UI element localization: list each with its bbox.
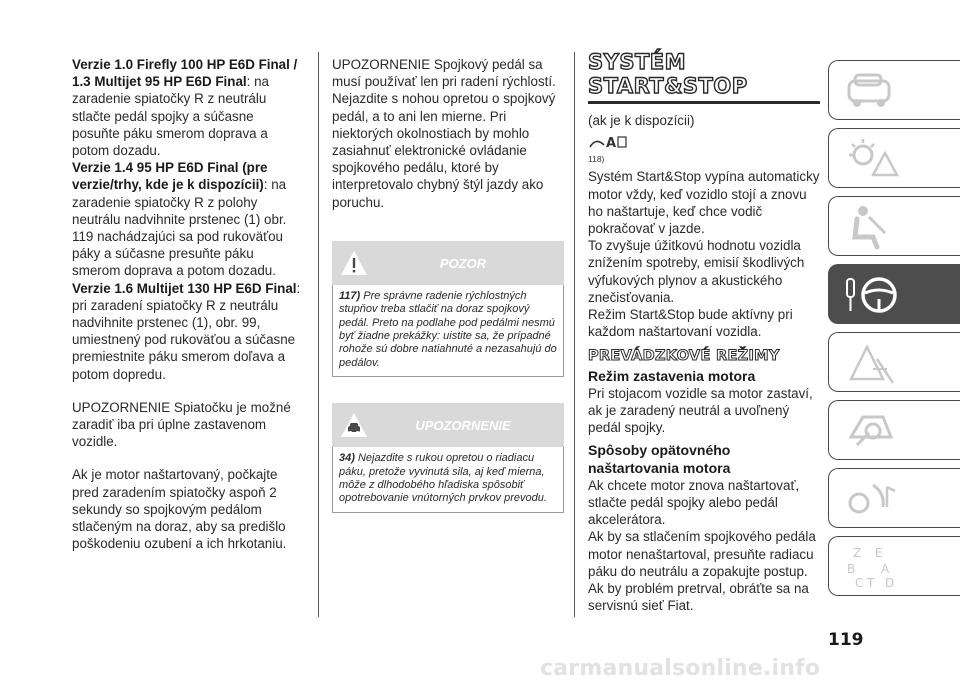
warning-box-pozor — [332, 241, 564, 377]
title-underline — [588, 101, 820, 104]
paragraph: Režim Start&Stop bude aktívny pri každom naštartovaní vozidla. — [588, 307, 793, 340]
warning-title: UPOZORNENIE — [415, 418, 511, 434]
version-heading: Verzie 1.6 Multijet 130 HP E6D Final — [72, 280, 297, 296]
warning-lights-icon — [843, 135, 899, 183]
start-stop-symbol-icon — [588, 133, 628, 151]
column-divider — [574, 52, 575, 617]
paragraph-version-1-6 — [72, 280, 304, 383]
index-letter: A — [881, 562, 890, 576]
paragraph: Ak chcete motor znova naštartovať, stlačte pedál spojky alebo pedál akcelerátora. — [588, 477, 800, 528]
warning-header — [332, 241, 564, 285]
car-dashboard-icon — [843, 67, 899, 115]
middle-column — [332, 56, 564, 513]
warning-text: Nejazdite s rukou opretou o riadiacu páku, pretože vyvinutá sila, aj keď mierna, môže z dlhodobého hľadiska spôsobiť opotrebovanie vnútorných prvkov prevodu. — [339, 452, 547, 505]
page-number: 119 — [828, 630, 864, 650]
seat-airbag-icon — [843, 203, 899, 251]
warning-header — [332, 403, 564, 447]
tab-safety[interactable] — [828, 196, 960, 256]
subheading: Režim zastavenia motora — [588, 367, 756, 384]
tab-emergency[interactable] — [828, 332, 960, 392]
car-service-icon — [843, 407, 899, 455]
index-letter: T — [867, 576, 875, 590]
index-letter: Z — [853, 546, 862, 560]
svg-text:A: A — [606, 136, 617, 152]
chapter-tabs — [828, 60, 960, 604]
tab-index[interactable] — [828, 536, 960, 596]
tab-starting-driving[interactable] — [828, 264, 960, 324]
index-letter: E — [875, 546, 883, 560]
notice-paragraph: UPOZORNENIE Spiatočku je možné zaradiť iba pri úplne zastavenom vozidle. — [72, 399, 291, 450]
steering-wheel-key-icon — [843, 271, 899, 319]
footer-watermark: carmanualsonline.info — [540, 656, 821, 681]
paragraph-text: : pri zaradení spiatočky R z neutrálu nadvihnite prstenec (1), obr. 99, umiestnený pod rukoväťou a súčasne premiestnite páku smerom doľava a potom dopredu. — [72, 280, 301, 382]
availability-note: (ak je k dispozícii) — [588, 113, 695, 128]
warning-body — [332, 447, 564, 513]
multimedia-icon — [843, 475, 899, 523]
tab-maintenance[interactable] — [828, 400, 960, 460]
section-title-line-1: SYSTÉM — [588, 50, 687, 74]
paragraph: Ak by problém pretrval, obráťte sa na servisnú sieť Fiat. — [588, 581, 809, 614]
paragraph: Systém Start&Stop vypína automaticky motor vždy, keď vozidlo stojí a znovu ho naštartuje, keď chce vodič pokračovať v jazde. — [588, 169, 820, 237]
warning-body — [332, 285, 564, 377]
right-column — [588, 52, 820, 614]
engine-running-paragraph: Ak je motor naštartovaný, počkajte pred zaradením spiatočky aspoň 2 sekundy so spojkovým pedálom stlačeným na doraz, aby sa predišlo poškodeniu ozubení a ich hrkotaniu. — [72, 467, 287, 552]
tab-warning-lights[interactable] — [828, 128, 960, 188]
paragraph: Pri stojacom vozidle sa motor zastaví, ak je zaradený neutrál a uvoľnený pedál spojky. — [588, 385, 813, 436]
version-heading: Verzie 1.0 Firefly 100 HP E6D Final / 1.3 Multijet 95 HP E6D Final — [72, 57, 298, 90]
paragraph: To zvyšuje úžitkovú hodnotu vozidla znížením spotreby, emisií škodlivých výfukových plynov a akustického znečisťovania. — [588, 238, 805, 305]
index-letter: C — [855, 576, 864, 590]
warning-number: 117) — [339, 289, 361, 302]
clutch-notice-paragraph: UPOZORNENIE Spojkový pedál sa musí používať len pri radení rýchlostí. Nejazdite s nohou opretou o spojkový pedál, a to ani len mierne. Pri niektorých okolnostiach by mohlo zasiahnuť elektronické ovládanie spojkového pedálu, ktoré by interpretovalo chybný štýl jazdy ako poruchu. — [332, 57, 556, 210]
warning-box-upozornenie — [332, 403, 564, 513]
index-letters-icon — [843, 543, 899, 591]
subheading: Spôsoby opätovného naštartovania motora — [588, 442, 731, 476]
paragraph-text: : na zaradenie spiatočky R z polohy neutrálu nadvihnite prstenec (1) obr. 119 nachádzajúci sa pod rukoväťou páky a súčasne presuňte páku smerom doprava a potom dozadu. — [72, 177, 287, 279]
section-heading: PREVÁDZKOVÉ REŽIMY — [588, 348, 780, 365]
warning-text: Pre správne radenie rýchlostných stupňov treba stlačiť na doraz spojkový pedál. Preto na podlahe pod pedálmi nesmú byť žiadne prekážky: uistite sa, že prípadné rohože sú dobre natiahnuté a nezasahujú do pedálov. — [339, 289, 557, 369]
road-warning-icon — [843, 339, 899, 387]
paragraph-text: : na zaradenie spiatočky R z neutrálu stlačte pedál spojky a súčasne posuňte páku smerom doprava a potom dozadu. — [72, 74, 269, 159]
index-letter: D — [885, 576, 895, 590]
version-heading: Verzie 1.4 95 HP E6D Final (pre verzie/trhy, kde je k dispozícii) — [72, 160, 268, 193]
tab-multimedia[interactable] — [828, 468, 960, 528]
section-title-line-2: START&STOP — [588, 74, 748, 98]
left-column — [72, 56, 304, 552]
column-divider — [318, 52, 319, 617]
paragraph: Ak by sa stlačením spojkového pedála motor nenaštartoval, presuňte radiacu páku do neutrálu a zopakujte postup. — [588, 529, 816, 579]
tab-dashboard[interactable] — [828, 60, 960, 120]
warning-title: POZOR — [439, 255, 487, 271]
warning-number: 34) — [339, 452, 355, 465]
reference-number: 118) — [588, 154, 605, 165]
index-letter: B — [847, 562, 856, 576]
paragraph-version-1-4 — [72, 159, 304, 279]
paragraph-version-1-0 — [72, 56, 304, 159]
